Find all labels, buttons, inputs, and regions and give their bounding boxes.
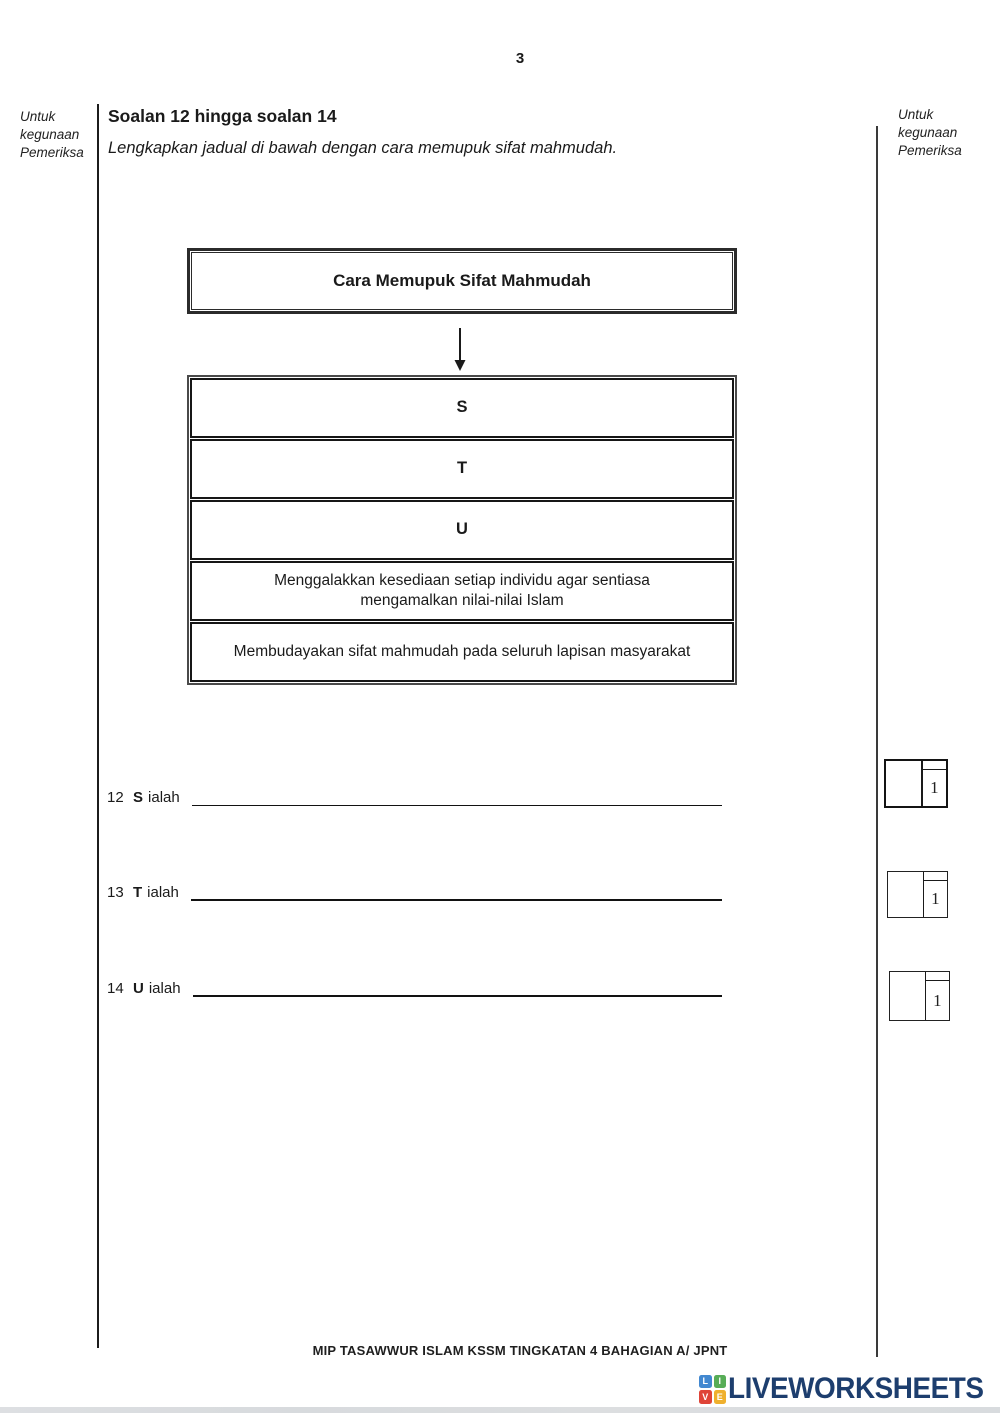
examiner-note-line: Untuk [898,107,934,122]
question-letter: U [133,980,144,997]
flowchart-row-text-2: Membudayakan sifat mahmudah pada seluruh lapisan masyarakat [190,622,734,682]
answer-line-12[interactable] [192,802,722,806]
question-label: ialah [148,980,181,997]
flowchart-table [187,375,737,685]
marks-box-14 [889,971,950,1021]
question-label: ialah [147,884,179,901]
examiner-note-line: kegunaan [898,124,958,140]
down-arrow-icon [450,326,470,372]
examiner-note-line: Untuk [20,109,56,124]
examiner-note-line: Pemeriksa [898,142,962,158]
left-margin-rule [97,104,99,1348]
examiner-note-left [20,108,98,161]
question-number: 12 [107,789,124,806]
question-number: 14 [107,980,124,997]
question-row-12 [107,784,722,806]
liveworksheets-grid-icon: L I V E [699,1375,726,1404]
right-margin-rule [876,126,878,1357]
marks-box-score-cell [886,761,923,806]
flowchart-row-u: U [190,500,734,560]
flowchart-title-box [187,248,737,314]
section-heading: Soalan 12 hingga soalan 14 [108,106,337,126]
question-row-14 [107,975,722,997]
marks-value: 1 [931,889,940,908]
marks-value: 1 [933,990,942,1010]
marks-box-topline [923,761,946,770]
marks-box-score-cell [890,972,926,1020]
question-number: 13 [107,884,124,901]
flowchart-row-text-1: Menggalakkan kesediaan setiap individu agar sentiasa mengamalkan nilai-nilai Islam [190,561,734,621]
answer-line-13[interactable] [191,896,722,901]
answer-line-14[interactable] [193,992,722,997]
liveworksheets-logo[interactable] [699,1372,1000,1406]
question-label: ialah [148,789,180,806]
examiner-note-line: kegunaan [20,126,80,142]
flowchart-title: Cara Memupuk Sifat Mahmudah [191,252,733,310]
flowchart-row-t: T [190,439,734,499]
question-letter: T [133,884,143,901]
marks-box-12 [884,759,948,808]
section-instruction: Lengkapkan jadual di bawah dengan cara memupuk sifat mahmudah. [108,139,618,157]
page-number: 3 [515,50,525,67]
liveworksheets-logo-text: LIVEWORKSHEETS [728,1372,984,1405]
page-bottom-edge [0,1407,1000,1413]
examiner-note-line: Pemeriksa [20,144,84,160]
examiner-note-right [898,106,978,159]
marks-box-13 [887,871,948,918]
marks-box-score-cell [888,872,924,917]
marks-value: 1 [930,778,939,797]
question-letter: S [133,789,144,806]
question-row-13 [107,879,722,901]
footer-text: MIP TASAWWUR ISLAM KSSM TINGKATAN 4 BAHAGIAN A/ JPNT [312,1343,728,1358]
marks-box-topline [926,972,949,981]
marks-box-topline [924,872,947,881]
flowchart-row-s: S [190,378,734,438]
